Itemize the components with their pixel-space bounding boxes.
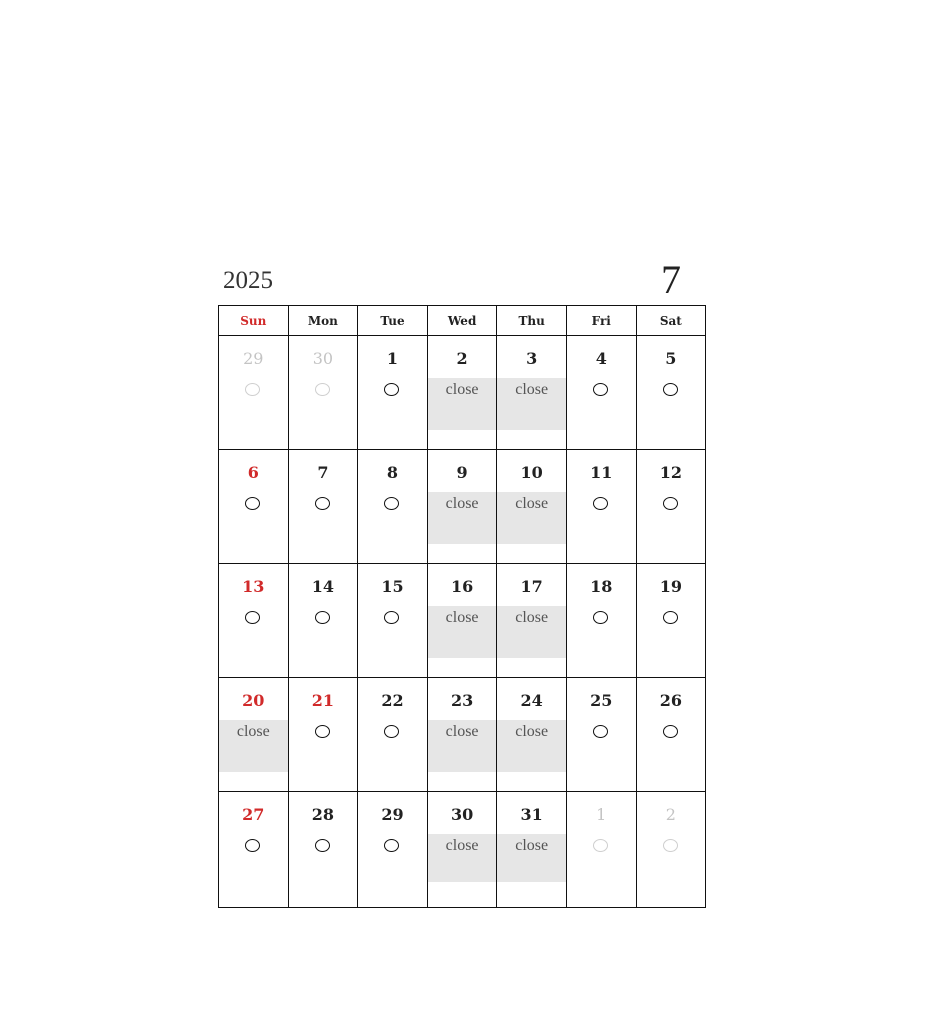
open-circle-icon: [663, 839, 678, 852]
week-row: [219, 678, 706, 792]
day-cell[interactable]: [566, 564, 636, 678]
day-cell[interactable]: [288, 678, 358, 792]
closed-label: close: [428, 720, 497, 772]
open-circle-icon: [663, 725, 678, 738]
open-circle-icon: [663, 497, 678, 510]
day-number: 22: [381, 691, 404, 710]
day-cell[interactable]: [636, 792, 706, 908]
day-cell[interactable]: [636, 564, 706, 678]
day-cell[interactable]: [566, 792, 636, 908]
calendar-year: 2025: [223, 267, 273, 294]
open-circle-icon: [384, 383, 399, 396]
day-cell[interactable]: [358, 564, 428, 678]
open-circle-icon: [245, 611, 260, 624]
weeks-body: [219, 336, 706, 908]
open-circle-icon: [593, 611, 608, 624]
day-number: 27: [242, 805, 265, 824]
day-cell[interactable]: [497, 564, 567, 678]
week-row: [219, 564, 706, 678]
closed-label: close: [428, 492, 497, 544]
day-cell[interactable]: [358, 450, 428, 564]
day-number: 2: [456, 349, 468, 368]
open-circle-icon: [384, 611, 399, 624]
week-row: [219, 336, 706, 450]
open-circle-icon: [315, 383, 330, 396]
calendar-header: [218, 258, 705, 305]
day-number: 4: [595, 349, 607, 368]
day-number: 1: [596, 805, 607, 824]
day-cell[interactable]: [566, 678, 636, 792]
day-number: 25: [590, 691, 613, 710]
day-number: 30: [450, 805, 474, 824]
day-cell[interactable]: [219, 450, 289, 564]
day-number: 19: [659, 577, 682, 596]
day-cell[interactable]: [427, 564, 497, 678]
day-cell[interactable]: [219, 792, 289, 908]
day-number: 12: [659, 463, 682, 482]
day-number: 7: [317, 463, 329, 482]
closed-label: close: [497, 720, 566, 772]
open-circle-icon: [384, 839, 399, 852]
day-cell[interactable]: [288, 792, 358, 908]
day-number: 3: [526, 349, 538, 368]
calendar-month: 7: [661, 257, 681, 302]
closed-label: close: [428, 834, 497, 882]
day-number: 17: [520, 577, 543, 596]
day-number: 26: [659, 691, 682, 710]
weekday-header-tue: Tue: [358, 306, 428, 336]
open-circle-icon: [593, 839, 608, 852]
day-number: 5: [665, 349, 677, 368]
day-cell[interactable]: [219, 336, 289, 450]
closed-label: close: [428, 606, 497, 658]
day-number: 13: [242, 577, 265, 596]
day-cell[interactable]: [497, 450, 567, 564]
day-cell[interactable]: [427, 792, 497, 908]
open-circle-icon: [315, 611, 330, 624]
day-number: 11: [590, 463, 613, 482]
day-number: 9: [456, 463, 468, 482]
day-cell[interactable]: [427, 678, 497, 792]
day-number: 10: [520, 463, 543, 482]
open-circle-icon: [593, 383, 608, 396]
open-circle-icon: [315, 725, 330, 738]
day-cell[interactable]: [358, 792, 428, 908]
day-number: 30: [312, 349, 334, 368]
day-number: 24: [520, 691, 543, 710]
day-cell[interactable]: [636, 678, 706, 792]
day-number: 31: [520, 805, 543, 824]
closed-label: close: [497, 834, 566, 882]
open-circle-icon: [245, 383, 260, 396]
open-circle-icon: [593, 725, 608, 738]
day-number: 23: [450, 691, 474, 710]
day-cell[interactable]: [427, 450, 497, 564]
open-circle-icon: [663, 383, 678, 396]
weekday-header-fri: Fri: [566, 306, 636, 336]
day-number: 29: [381, 805, 404, 824]
day-number: 20: [242, 691, 265, 710]
open-circle-icon: [245, 497, 260, 510]
day-cell[interactable]: [566, 336, 636, 450]
day-number: 8: [386, 463, 399, 482]
day-cell[interactable]: [427, 336, 497, 450]
week-row: [219, 792, 706, 908]
day-number: 18: [590, 577, 613, 596]
day-cell[interactable]: [497, 336, 567, 450]
calendar-grid: [218, 305, 706, 908]
closed-label: close: [497, 606, 566, 658]
open-circle-icon: [663, 611, 678, 624]
day-cell[interactable]: [497, 678, 567, 792]
day-cell[interactable]: [358, 336, 428, 450]
day-number: 16: [450, 577, 474, 596]
weekday-header-sun: Sun: [219, 306, 289, 336]
open-circle-icon: [245, 839, 260, 852]
day-number: 21: [311, 691, 335, 710]
day-cell[interactable]: [288, 564, 358, 678]
weekday-header-wed: Wed: [427, 306, 497, 336]
closed-label: close: [428, 378, 497, 430]
day-cell[interactable]: [636, 450, 706, 564]
weekday-header-mon: Mon: [288, 306, 358, 336]
day-cell[interactable]: [219, 564, 289, 678]
day-cell[interactable]: [636, 336, 706, 450]
closed-label: close: [497, 378, 566, 430]
weekday-header-thu: Thu: [497, 306, 567, 336]
closed-label: close: [497, 492, 566, 544]
day-cell[interactable]: [219, 678, 289, 792]
weekday-header-row: [219, 306, 706, 336]
day-cell[interactable]: [288, 450, 358, 564]
day-number: 6: [247, 463, 259, 482]
open-circle-icon: [593, 497, 608, 510]
calendar: [218, 258, 705, 908]
day-cell[interactable]: [358, 678, 428, 792]
day-number: 14: [311, 577, 335, 596]
closed-label: close: [219, 720, 288, 772]
open-circle-icon: [384, 725, 399, 738]
weekday-header-sat: Sat: [636, 306, 706, 336]
week-row: [219, 450, 706, 564]
day-number: 29: [243, 349, 264, 368]
day-cell[interactable]: [566, 450, 636, 564]
open-circle-icon: [315, 497, 330, 510]
day-cell[interactable]: [288, 336, 358, 450]
day-number: 1: [386, 349, 399, 368]
day-cell[interactable]: [497, 792, 567, 908]
day-number: 15: [381, 577, 404, 596]
day-number: 2: [665, 805, 676, 824]
day-number: 28: [311, 805, 335, 824]
open-circle-icon: [384, 497, 399, 510]
open-circle-icon: [315, 839, 330, 852]
